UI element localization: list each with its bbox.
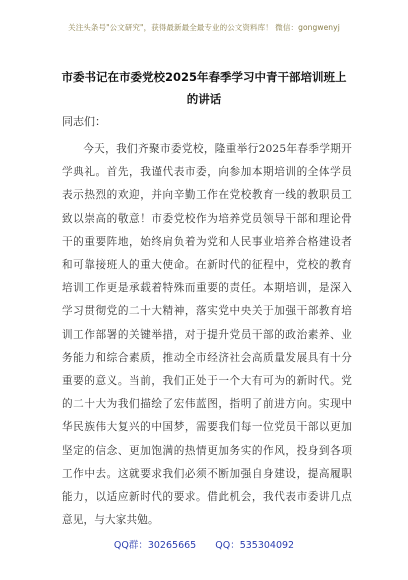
salutation: 同志们： [62,115,106,128]
header-notice: 关注头条号"公文研究"，获得最新最全最专业的公文资料库！ 微信：gongwenyj [68,23,340,32]
footer-qq: QQ：535304092 [215,540,295,551]
body-paragraph: 今天，我们齐聚市委党校，隆重举行2025年春季学期开学典礼。首先，我谨代表市委，向参加本期培训的全体学员表示热烈的欢迎，并向辛勤工作在党校教育一线的教职员工致以崇高的敬意！市委党校作为培养党员领导干部和理论骨干的重要阵地，始终肩负着为党和人民事业培养合格建设者和可靠接班人的重大使命。在新时代的征程中，党校的教育培训工作更是承载着特殊而重要的责任。本期培训，是深入学习贯彻党的二十大精神，落实党中央关于加强干部教育培训工作部署的关键举措，对于提升党员干部的政治素养、业务能力和综合素质，推动全市经济社会高质量发展具有十分重要的意义。当前，我们正处于一个大有可为的新时代。党的二十大为我们描绘了宏伟蓝图，指明了前进方向。实现中华民族伟大复兴的中国梦，需要我们每一位党员干部以更加坚定的信念、更加饱满的热情更加务实的作风，投身到各项工作中去。这就要求我们必须不断加强自身建设，提高履职能力，以适应新时代的要求。借此机会，我代表市委讲几点意见，与大家共勉。 [62,143,352,527]
footer-contact [0,537,408,551]
footer-qq-group: QQ群：30265665 [113,540,197,551]
document-title: 市委书记在市委党校2025年春季学习中青干部培训班上的讲话 [61,70,347,106]
